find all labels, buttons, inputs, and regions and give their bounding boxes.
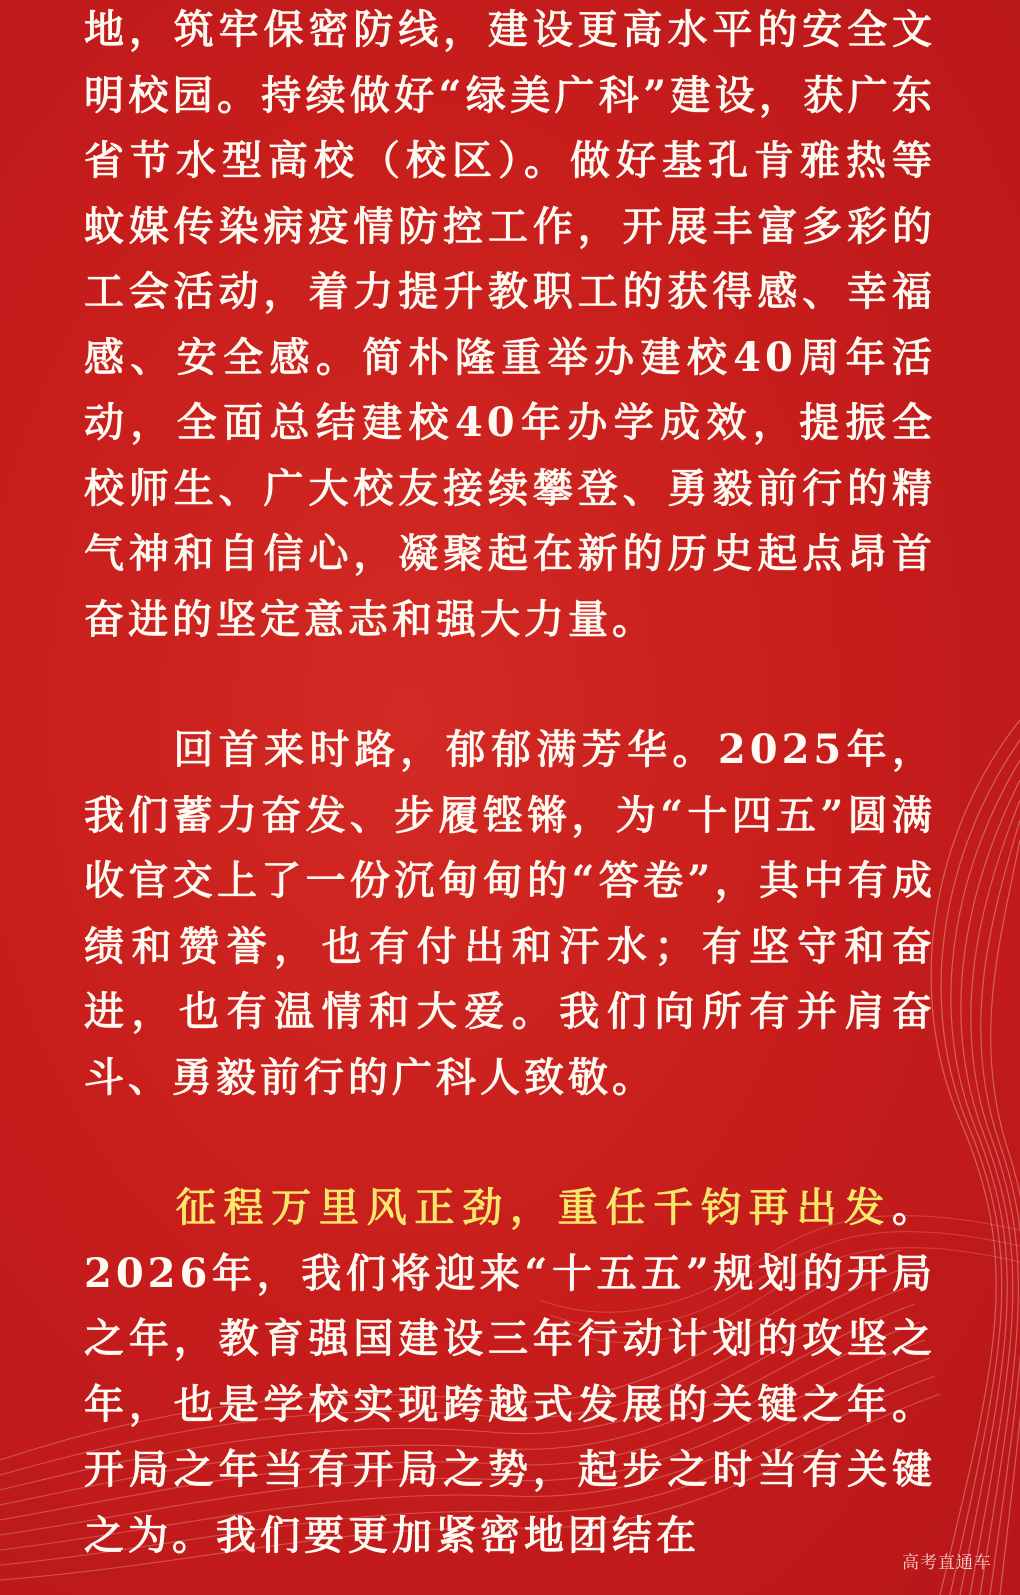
paragraph-2 — [84, 717, 936, 1110]
paragraph-3 — [84, 1175, 936, 1568]
highlighted-slogan: 征程万里风正劲，重任千钧再出发 — [172, 1184, 892, 1231]
paragraph-1 — [84, 0, 936, 652]
article-body — [84, 0, 936, 1568]
paragraph-3-text: 。2026年，我们将迎来“十五五”规划的开局之年，教育强国建设三年行动计划的攻坚之年，也是学校实现跨越式发展的关键之年。开局之年当有开局之势，起步之时当有关键之为。我们要更加紧密地团结在 — [84, 1184, 936, 1559]
paragraph-1-text: 地，筑牢保密防线，建设更高水平的安全文明校园。持续做好“绿美广科”建设，获广东省节水型高校（校区）。做好基孔肯雅热等蚊媒传染病疫情防控工作，开展丰富多彩的工会活动，着力提升教职工的获得感、幸福感、安全感。简朴隆重举办建校40周年活动，全面总结建校40年办学成效，提振全校师生、广大校友接续攀登、勇毅前行的精气神和自信心，凝聚起在新的历史起点昂首奋进的坚定意志和强大力量。 — [84, 6, 936, 643]
watermark-label: 高考直通车 — [902, 1553, 992, 1573]
paragraph-2-text: 回首来时路，郁郁满芳华。2025年，我们蓄力奋发、步履铿锵，为“十四五”圆满收官交上了一份沉甸甸的“答卷”，其中有成绩和赞誉，也有付出和汗水；有坚守和奋进，也有温情和大爱。我们向所有并肩奋斗、勇毅前行的广科人致敬。 — [84, 726, 936, 1101]
